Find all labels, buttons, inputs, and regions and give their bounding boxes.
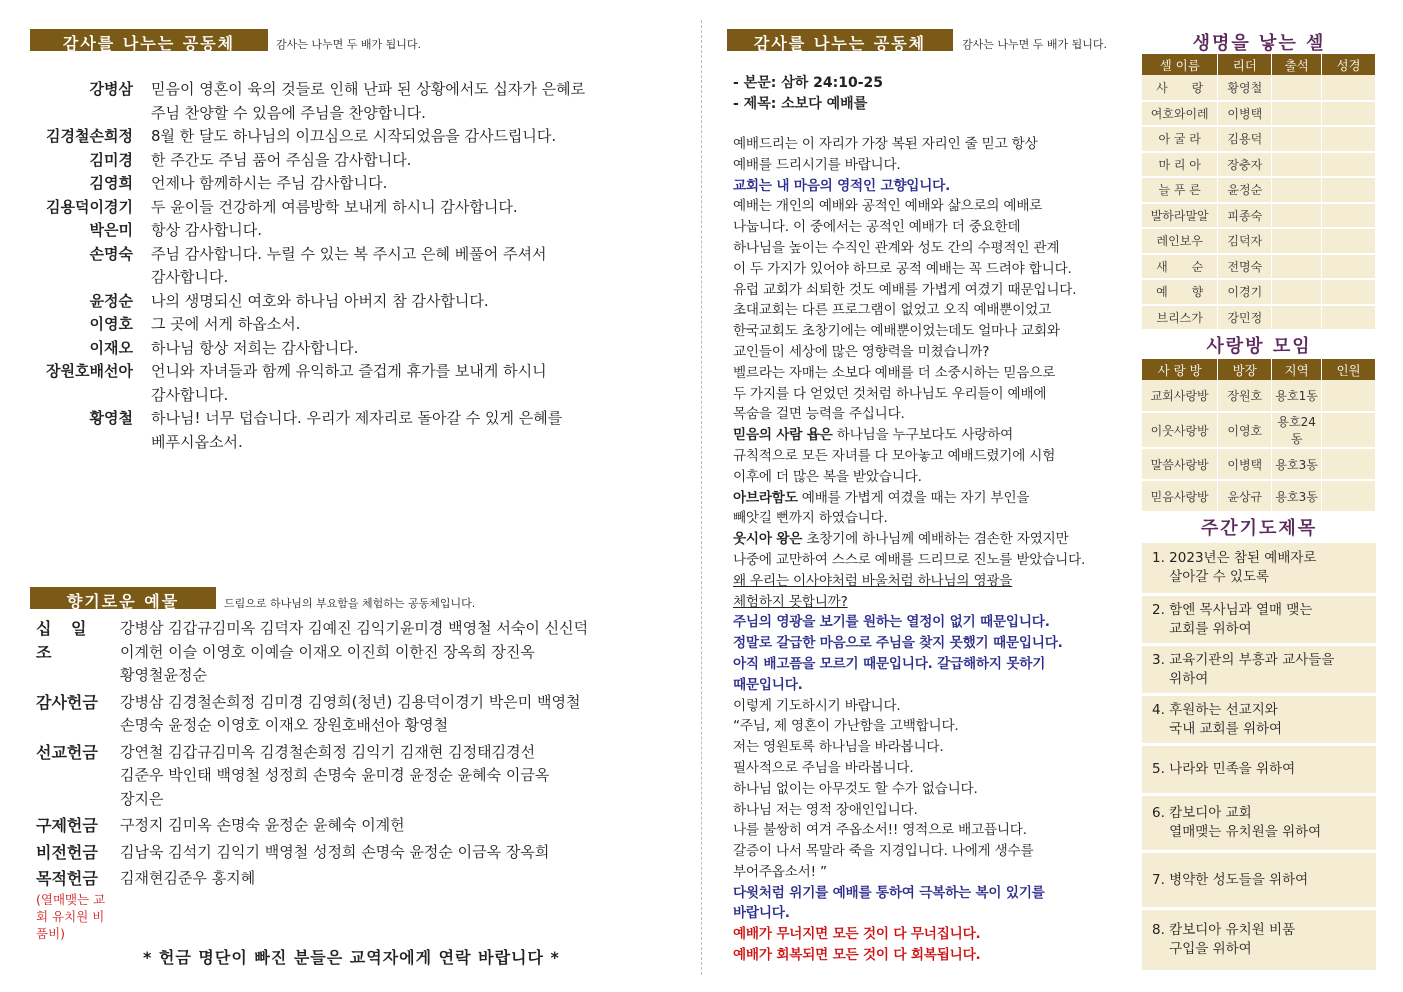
room-row [1142, 380, 1376, 412]
sermon-line: 바랍니다. [733, 905, 790, 922]
thanks-message [133, 360, 680, 407]
cell-attendance [1272, 101, 1322, 127]
cell-row [1142, 203, 1376, 229]
sermon-line: 하나님을 높이는 수직인 관계와 성도 간의 수평적인 관계 [733, 239, 1060, 256]
sermon-line: 체험하지 못합니까? [733, 593, 848, 610]
thanks-name: 김미경 [89, 150, 133, 169]
thanks-line: 베푸시옵소서. [151, 432, 243, 451]
cell-leader: 황영철 [1218, 75, 1272, 101]
sermon-line: 정말로 갈급한 마음으로 주님을 찾지 못했기 때문입니다. [733, 635, 1063, 652]
offering-names [114, 691, 686, 738]
offering-line: 강병삼 김갑규김미옥 김덕자 김예진 김익기윤미경 백영철 서숙이 신신덕 [120, 619, 589, 637]
prayer-text [1152, 804, 1321, 842]
sermon-line: 유럽 교회가 쇠퇴한 것도 예배를 가볍게 여겼기 때문입니다. [733, 281, 1077, 298]
cell-row [1142, 101, 1376, 127]
thanks-name: 박은미 [89, 221, 133, 239]
sermon-line [733, 488, 1138, 509]
cell-name: 마 리 아 [1142, 152, 1218, 178]
cell-name: 새 순 [1142, 254, 1218, 280]
prayer-line: 살아갈 수 있도록 [1152, 569, 1270, 585]
offering-line: 구정지 김미옥 손명숙 윤정순 윤혜숙 이계헌 [120, 816, 405, 834]
cell-row [1142, 152, 1376, 178]
sermon-title: - 제목: 소보다 예배를 [733, 96, 868, 112]
thanks-line: 두 윤이들 건강하게 여름방학 보내게 하시니 감사합니다. [151, 197, 518, 216]
thanks-row [30, 360, 680, 407]
offering-line: 손명숙 윤정순 이영호 이재오 장원호배선아 황영철 [120, 716, 449, 734]
sermon-scripture: - 본문: 삼하 24:10-25 [733, 75, 883, 91]
sermon-line: 왜 우리는 이사야처럼 바울처럼 하나님의 영광을 [733, 572, 1013, 589]
thanks-message [133, 407, 680, 454]
cell-bible [1322, 305, 1376, 331]
sermon-line: 나중에 교만하여 스스로 예배를 드리므로 진노를 받았습니다. [733, 551, 1086, 568]
cell-header: 출석 [1272, 54, 1322, 75]
sermon-line [733, 529, 1138, 550]
room-row [1142, 412, 1376, 448]
prayer-line: 국내 교회를 위하여 [1152, 720, 1283, 737]
sermon-line: 다윗처럼 위기를 예배를 통하여 극복하는 복이 있기를 [733, 884, 1045, 901]
sermon-line-rest: 하나님을 누구보다도 사랑하여 [832, 427, 1014, 444]
thanks-row [30, 78, 680, 125]
cell-attendance [1272, 203, 1322, 229]
prayer-line: 열매맺는 유치원을 위하여 [1152, 824, 1322, 840]
room-area: 용호3동 [1272, 448, 1322, 480]
cell-name: 사 랑 [1142, 75, 1218, 101]
prayer-line: 위하여 [1152, 670, 1209, 687]
prayer-line: 5. 나라와 민족을 위하여 [1152, 761, 1296, 777]
offering-label-text: 선교헌금 [36, 742, 98, 762]
cell-leader: 강민정 [1218, 305, 1272, 331]
room-header-row [1142, 359, 1376, 380]
prayer-line: 4. 후원하는 선교지와 [1152, 701, 1278, 718]
cell-table [1142, 54, 1376, 331]
thanks-name: 김용덕이경기 [46, 197, 133, 216]
offering-row [36, 741, 686, 812]
thanks-message [133, 125, 680, 149]
sermon-bold-lead: 아브라함도 [733, 489, 798, 506]
cell-title: 생명을 낳는 셀 [1192, 33, 1326, 54]
cell-leader: 장충자 [1218, 152, 1272, 178]
thanks-row [30, 337, 680, 361]
sermon-line: 교회는 내 마음의 영적인 고향입니다. [733, 177, 951, 194]
sermon-line: 예배를 드리시기를 바랍니다. [733, 156, 901, 173]
thanks-message [133, 219, 680, 243]
prayer-line: 6. 캄보디아 교회 [1152, 805, 1252, 821]
thanks-row [30, 219, 680, 243]
prayer-item [1142, 910, 1376, 970]
thanks-line: 그 곳에 서게 하옵소서. [151, 315, 301, 333]
cell-attendance [1272, 126, 1322, 152]
thanks-line: 항상 감사합니다. [151, 221, 262, 239]
sermon-line: 나를 불쌍히 여겨 주옵소서!! 영적으로 배고픕니다. [733, 822, 1027, 839]
room-leader: 이병택 [1218, 448, 1272, 480]
offering-label-text: 비전헌금 [36, 842, 98, 862]
thanks-message [133, 196, 680, 220]
cell-row [1142, 75, 1376, 101]
offering-line: 이계헌 이슬 이영호 이예슬 이재오 이진희 이한진 장옥희 장진옥 [120, 642, 535, 661]
offering-row [36, 867, 686, 942]
thanks-name: 김영희 [89, 174, 133, 192]
room-name: 믿음사랑방 [1142, 480, 1218, 512]
cell-bible [1322, 101, 1376, 127]
sermon-line: 저는 영원토록 하나님을 바라봅니다. [733, 739, 944, 756]
room-header: 지역 [1272, 359, 1322, 380]
offering-row [36, 814, 686, 838]
room-count [1322, 480, 1376, 512]
thanks-name: 강병삼 [89, 80, 133, 98]
thanks-message [133, 243, 680, 290]
sermon-line: 규칙적으로 모든 자녀를 다 모아놓고 예배드렸기에 시험 [733, 447, 1056, 464]
sermon-line: 주님의 영광을 보기를 원하는 열정이 없기 때문입니다. [733, 614, 1050, 631]
cell-attendance [1272, 228, 1322, 254]
cell-header: 셀 이름 [1142, 54, 1218, 75]
prayer-text [1152, 871, 1308, 890]
thanks-line: 언제나 함께하시는 주님 감사합니다. [151, 174, 388, 192]
room-row [1142, 448, 1376, 480]
sermon-line-rest: 초창기에 하나님께 예배하는 겸손한 자였지만 [802, 531, 1069, 548]
thanks-row [30, 172, 680, 196]
cell-name: 발하라말알 [1142, 203, 1218, 229]
offering-label-note: (열매맺는 교회 유치원 비품비) [36, 891, 106, 941]
sermon-line: 아직 배고픔을 모르기 때문입니다. 갈급해하지 못하기 [733, 655, 1046, 672]
prayer-line: 7. 병약한 성도들을 위하여 [1152, 871, 1309, 888]
offering-label [36, 814, 114, 838]
sermon-line-rest: 예배를 가볍게 여겼을 때는 자기 부인을 [797, 489, 1030, 506]
sermon-header [733, 73, 883, 115]
room-count [1322, 448, 1376, 480]
room-header: 사 랑 방 [1142, 359, 1218, 380]
thanks-message [133, 313, 680, 337]
cell-name: 레인보우 [1142, 228, 1218, 254]
offering-names [114, 867, 686, 942]
room-leader: 윤상규 [1218, 480, 1272, 512]
sermon-line: 이 두 가지가 있어야 하므로 공적 예배는 꼭 드려야 합니다. [733, 260, 1072, 277]
offering-names [114, 741, 686, 812]
prayer-item [1142, 853, 1376, 907]
cell-row [1142, 254, 1376, 280]
sermon-line: 목숨을 걸면 능력을 주십니다. [733, 406, 905, 423]
offering-label [36, 867, 114, 942]
thanks-line: 하나님! 너무 덥습니다. 우리가 제자리로 돌아갈 수 있게 은혜를 [151, 409, 563, 427]
sermon-line: 예배가 회복되면 모든 것이 다 회복됩니다. [733, 947, 981, 964]
sermon-line: 하나님 없이는 아무것도 할 수가 없습니다. [733, 780, 978, 797]
thanks-message [133, 172, 680, 196]
offering-names [114, 841, 686, 865]
offering-label-text: 감사헌금 [36, 692, 98, 712]
prayer-text [1152, 549, 1316, 587]
cell-leader: 김덕자 [1218, 228, 1272, 254]
prayer-text [1152, 601, 1312, 639]
cell-attendance [1272, 254, 1322, 280]
thanks-name: 장원호배선아 [46, 362, 133, 380]
thanks-name: 황영철 [89, 409, 133, 427]
offering-label-text: 십 일 조 [36, 619, 94, 662]
sermon-bold-lead: 믿음의 사람 욥은 [733, 427, 833, 444]
cell-bible [1322, 75, 1376, 101]
room-header: 방장 [1218, 359, 1272, 380]
cell-bible [1322, 177, 1376, 203]
thanks-line: 주님 감사합니다. 누릴 수 있는 복 주시고 은혜 베풀어 주셔서 [151, 244, 547, 263]
sermon-line: 부어주옵소서! ” [733, 863, 827, 880]
room-table [1142, 359, 1376, 513]
thanks-row [30, 243, 680, 290]
cell-name: 아 굴 라 [1142, 126, 1218, 152]
room-leader: 장원호 [1218, 380, 1272, 412]
room-name: 말씀사랑방 [1142, 448, 1218, 480]
thanks-name: 김경철손희정 [46, 127, 133, 145]
cell-row [1142, 305, 1376, 331]
thanks-line: 나의 생명되신 여호와 하나님 아버지 참 감사합니다. [151, 291, 489, 310]
cell-bible [1322, 203, 1376, 229]
offering-label-text: 구제헌금 [36, 816, 98, 835]
thanks-row [30, 290, 680, 314]
offering-list [36, 617, 686, 945]
thanks-line: 언니와 자녀들과 함께 유익하고 즐겁게 휴가를 보내게 하시니 [151, 362, 547, 380]
room-row [1142, 480, 1376, 512]
cell-leader: 김용덕 [1218, 126, 1272, 152]
cell-name: 여호와이레 [1142, 101, 1218, 127]
thanks-line: 감사합니다. [151, 385, 229, 404]
cell-bible [1322, 228, 1376, 254]
sermon-line: 필사적으로 주님을 바라봅니다. [733, 759, 914, 776]
offering-line: 김재현김준우 홍지혜 [120, 869, 256, 887]
cell-row [1142, 279, 1376, 305]
thanks-line: 하나님 항상 저희는 감사합니다. [151, 338, 359, 357]
sermon-line: “주님, 제 영혼이 가난함을 고백합니다. [733, 718, 959, 735]
offering-line: 장지은 [120, 789, 164, 808]
cell-attendance [1272, 75, 1322, 101]
offering-line: 황영철윤정순 [120, 666, 207, 684]
prayer-line: 구입을 위하여 [1152, 941, 1252, 957]
offering-names [114, 814, 686, 838]
thanks-line: 감사합니다. [151, 268, 229, 286]
thanks-line: 8월 한 달도 하나님의 이끄심으로 시작되었음을 감사드립니다. [151, 127, 557, 145]
cell-row [1142, 177, 1376, 203]
sermon-line: 갈증이 나서 목말라 죽을 지경입니다. 나에게 생수를 [733, 843, 1034, 860]
page-divider [701, 20, 702, 975]
room-area: 용호24동 [1272, 412, 1322, 448]
sermon-line: 예배는 개인의 예배와 공적인 예배와 삶으로의 예배로 [733, 198, 1043, 215]
sermon-line: 나눕니다. 이 중에서는 공적인 예배가 더 중요한데 [733, 219, 1021, 236]
prayer-title: 주간기도제목 [1200, 518, 1318, 539]
thanks-message [133, 290, 680, 314]
thanks-line: 믿음이 영혼이 육의 것들로 인해 난파 된 상황에서도 십자가 은혜로 [151, 80, 586, 98]
room-leader: 이영호 [1218, 412, 1272, 448]
thanks-banner-sub-middle: 감사는 나누면 두 배가 됩니다. [962, 38, 1107, 51]
sermon-line: 예배드리는 이 자리가 가장 복된 자리인 줄 믿고 항상 [733, 136, 1038, 152]
cell-row [1142, 126, 1376, 152]
thanks-line: 주님 찬양할 수 있음에 주님을 찬양합니다. [151, 103, 426, 122]
thanks-message [133, 337, 680, 361]
prayer-item [1142, 596, 1376, 643]
room-count [1322, 380, 1376, 412]
sermon-line: 두 가지를 다 얻었던 것처럼 하나님도 우리들이 예배에 [733, 385, 1047, 402]
room-name: 교회사랑방 [1142, 380, 1218, 412]
sermon-line: 한국교회도 초창기에는 예배뿐이었는데도 얼마나 교회와 [733, 323, 1060, 340]
offering-row [36, 691, 686, 738]
room-area: 용호3동 [1272, 480, 1322, 512]
prayer-line: 교회를 위하여 [1152, 620, 1252, 637]
prayer-text [1152, 921, 1295, 959]
cell-header-row [1142, 54, 1376, 75]
room-title: 사랑방 모임 [1206, 336, 1312, 357]
sermon-body [733, 134, 1138, 966]
cell-attendance [1272, 305, 1322, 331]
thanks-row [30, 125, 680, 149]
cell-bible [1322, 279, 1376, 305]
sermon-line: 때문입니다. [733, 676, 803, 693]
sermon-line [733, 425, 1138, 446]
cell-bible [1322, 254, 1376, 280]
offering-label [36, 741, 114, 812]
cell-name: 브리스가 [1142, 305, 1218, 331]
sermon-line: 벨르라는 자매는 소보다 예배를 더 소중시하는 믿음으로 [733, 364, 1056, 381]
prayer-line: 8. 캄보디아 유치원 비품 [1152, 922, 1296, 938]
thanks-line: 한 주간도 주님 품어 주심을 감사합니다. [151, 150, 412, 169]
sermon-line: 이후에 더 많은 복을 받았습니다. [733, 468, 922, 485]
offering-footer-note: * 헌금 명단이 빠진 분들은 교역자에게 연락 바랍니다 * [143, 948, 560, 967]
thanks-row [30, 196, 680, 220]
thanks-banner-sub-left: 감사는 나누면 두 배가 됩니다. [276, 38, 421, 51]
thanks-message [133, 149, 680, 173]
offering-banner-sub: 드림으로 하나님의 부요함을 체험하는 공동체입니다. [224, 597, 476, 610]
prayer-line: 2. 함엔 목사님과 열매 맺는 [1152, 601, 1313, 618]
sermon-line: 이렇게 기도하시기 바랍니다. [733, 697, 901, 714]
thanks-name: 이재오 [89, 338, 133, 357]
room-area: 용호1동 [1272, 380, 1322, 412]
cell-leader: 피종숙 [1218, 203, 1272, 229]
prayer-item [1142, 746, 1376, 793]
cell-attendance [1272, 279, 1322, 305]
cell-bible [1322, 126, 1376, 152]
prayer-line: 1. 2023년은 참된 예배자로 [1152, 550, 1317, 566]
cell-leader: 이경기 [1218, 279, 1272, 305]
prayer-item [1142, 796, 1376, 850]
thanks-row [30, 313, 680, 337]
prayer-text [1152, 701, 1282, 739]
cell-header: 리더 [1218, 54, 1272, 75]
offering-names [114, 617, 686, 688]
prayer-item [1142, 696, 1376, 743]
offering-label [36, 841, 114, 865]
thanks-name: 손명숙 [89, 244, 133, 263]
cell-bible [1322, 152, 1376, 178]
offering-line: 김남욱 김석기 김익기 백영철 성정희 손명숙 윤정순 이금옥 장옥희 [120, 842, 550, 861]
cell-leader: 이병택 [1218, 101, 1272, 127]
prayer-text [1152, 760, 1295, 779]
offering-banner: 향기로운 예물 [30, 587, 216, 609]
thanks-banner-left: 감사를 나누는 공동체 [30, 29, 268, 51]
offering-line: 김준우 박인태 백영철 성정희 손명숙 윤미경 윤정순 윤혜숙 이금옥 [120, 766, 550, 784]
cell-leader: 전명숙 [1218, 254, 1272, 280]
thanks-list [30, 78, 680, 454]
prayer-list [1142, 543, 1376, 973]
thanks-row [30, 407, 680, 454]
room-count [1322, 412, 1376, 448]
room-header: 인원 [1322, 359, 1376, 380]
cell-leader: 윤정순 [1218, 177, 1272, 203]
offering-label [36, 691, 114, 738]
sermon-line: 하나님 저는 영적 장애인입니다. [733, 801, 918, 818]
offering-label-text: 목적헌금 [36, 869, 98, 888]
cell-name: 예 향 [1142, 279, 1218, 305]
room-name: 이웃사랑방 [1142, 412, 1218, 448]
sermon-line: 예배가 무너지면 모든 것이 다 무너집니다. [733, 926, 981, 943]
prayer-line: 3. 교육기관의 부흥과 교사들을 [1152, 651, 1335, 668]
thanks-message [133, 78, 680, 125]
cell-row [1142, 228, 1376, 254]
prayer-text [1152, 651, 1334, 689]
thanks-name: 윤정순 [89, 291, 133, 310]
thanks-row [30, 149, 680, 173]
prayer-item [1142, 646, 1376, 693]
sermon-line: 빼앗길 뻔까지 하였습니다. [733, 510, 888, 527]
offering-row [36, 841, 686, 865]
offering-label [36, 617, 114, 688]
thanks-name: 이영호 [89, 315, 133, 333]
prayer-item [1142, 543, 1376, 593]
cell-name: 늘 푸 른 [1142, 177, 1218, 203]
sermon-bold-lead: 웃시아 왕은 [733, 531, 803, 548]
cell-header: 성경 [1322, 54, 1376, 75]
thanks-banner-middle: 감사를 나누는 공동체 [727, 29, 953, 51]
sermon-line: 교인들이 세상에 많은 영향력을 미쳤습니까? [733, 343, 990, 360]
cell-attendance [1272, 152, 1322, 178]
offering-line: 강병삼 김경철손희정 김미경 김영희(청년) 김용덕이경기 박은미 백영철 [120, 692, 581, 711]
offering-line: 강연철 김갑규김미옥 김경철손희정 김익기 김재현 김정태김경선 [120, 742, 536, 761]
sermon-line: 초대교회는 다른 프로그램이 없었고 오직 예배뿐이었고 [733, 302, 1052, 319]
offering-row [36, 617, 686, 688]
cell-attendance [1272, 177, 1322, 203]
